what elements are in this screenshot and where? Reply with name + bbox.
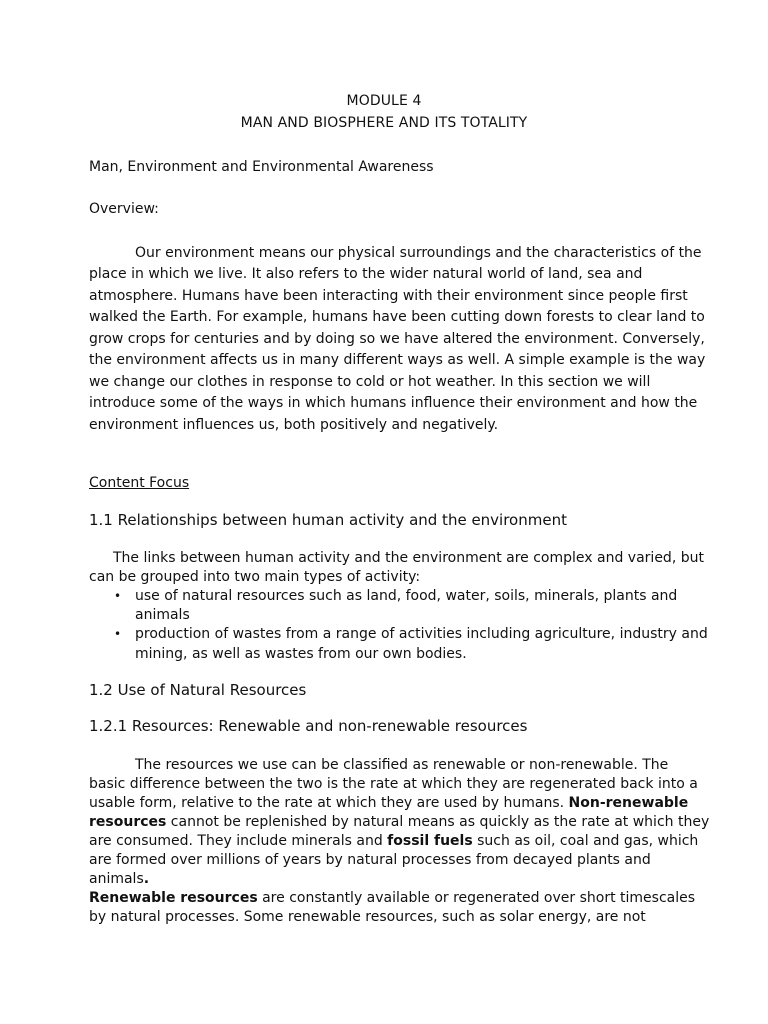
text-run: cannot be replenished by natural means as quickly as the rate at which they — [166, 814, 710, 830]
text-run: animals — [89, 871, 144, 887]
bold-term: fossil fuels — [387, 833, 473, 849]
paragraph-line — [89, 813, 709, 831]
overview-line: we change our clothes in response to cold or hot weather. In this section we will — [89, 374, 651, 390]
overview-line: grow crops for centuries and by doing so we have altered the environment. Conversely, — [89, 331, 705, 347]
section-1-1-heading: 1.1 Relationships between human activity and the environment — [89, 511, 567, 529]
intro-line: can be grouped into two main types of activity: — [89, 569, 421, 585]
overview-line: walked the Earth. For example, humans have been cutting down forests to clear land to — [89, 309, 705, 325]
bullet-icon: • — [114, 589, 122, 603]
bullet-line: use of natural resources such as land, food, water, soils, minerals, plants and — [135, 588, 678, 604]
module-label: MODULE 4 — [346, 93, 422, 109]
bold-term: resources — [89, 814, 167, 830]
paragraph-line: basic difference between the two is the rate at which they are regenerated back into a — [89, 776, 698, 792]
paragraph-line: by natural processes. Some renewable resources, such as solar energy, are not — [89, 909, 646, 925]
text-run: usable form, relative to the rate at which they are used by humans. — [89, 795, 569, 811]
paragraph-line — [89, 870, 149, 888]
bullet-icon: • — [114, 627, 122, 641]
overview-line: atmosphere. Humans have been interacting with their environment since people first — [89, 288, 688, 304]
bullet-line: production of wastes from a range of activities including agriculture, industry and — [135, 626, 708, 642]
overview-line: Our environment means our physical surroundings and the characteristics of the — [135, 245, 702, 261]
overview-line: place in which we live. It also refers to the wider natural world of land, sea and — [89, 266, 643, 282]
paragraph-line — [89, 794, 688, 812]
text-run: are constantly available or regenerated over short timescales — [257, 890, 696, 906]
intro-line: The links between human activity and the environment are complex and varied, but — [113, 550, 704, 566]
bullet-line: mining, as well as wastes from our own bodies. — [135, 646, 467, 662]
overview-line: introduce some of the ways in which humans influence their environment and how the — [89, 395, 698, 411]
overview-line: environment influences us, both positively and negatively. — [89, 417, 499, 433]
bold-period: . — [143, 871, 150, 887]
paragraph-line — [89, 889, 695, 907]
bold-term: Renewable resources — [89, 890, 258, 906]
bullet-line: animals — [135, 607, 190, 623]
overview-heading: Overview: — [89, 201, 159, 217]
paragraph-line: The resources we use can be classified as renewable or non-renewable. The — [135, 757, 669, 773]
module-title: MAN AND BIOSPHERE AND ITS TOTALITY — [240, 115, 528, 131]
paragraph-line: are formed over millions of years by natural processes from decayed plants and — [89, 852, 651, 868]
text-run: are consumed. They include minerals and — [89, 833, 388, 849]
content-focus-heading: Content Focus — [89, 475, 190, 491]
bold-term: Non-renewable — [568, 795, 689, 811]
subtitle: Man, Environment and Environmental Awareness — [89, 159, 434, 175]
text-run: such as oil, coal and gas, which — [472, 833, 699, 849]
section-1-2-heading: 1.2 Use of Natural Resources — [89, 681, 307, 699]
section-1-2-1-heading: 1.2.1 Resources: Renewable and non-renewable resources — [89, 717, 528, 735]
paragraph-line — [89, 832, 698, 850]
overview-line: the environment affects us in many different ways as well. A simple example is the way — [89, 352, 706, 368]
